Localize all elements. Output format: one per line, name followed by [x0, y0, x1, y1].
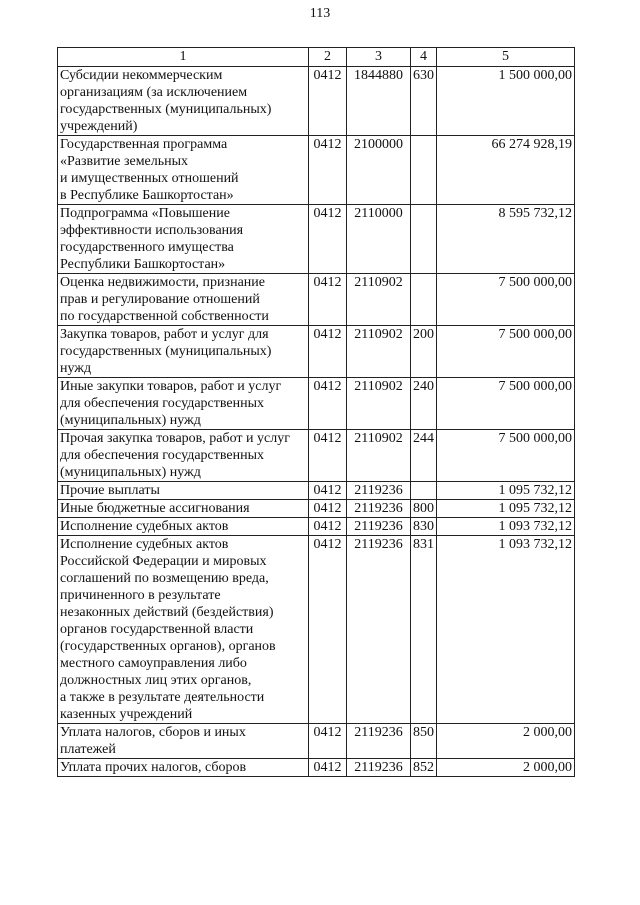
row-name: Исполнение судебных актов Российской Федерации и мировых соглашений по возмещению вреда, причиненного в результате незаконных действий (бездействия) органов государственной власти (государственных органов), органов местного самоуправления либо должностных лиц этих органов, а также в результате деятельности казенных учреждений: [58, 536, 309, 724]
budget-table: [57, 47, 575, 777]
header-row: [58, 48, 575, 67]
table-row: [58, 136, 575, 205]
row-target: 2119236: [347, 724, 411, 759]
row-target: 2110902: [347, 274, 411, 326]
row-expense-type: 830: [411, 518, 437, 536]
row-expense-type: [411, 136, 437, 205]
row-target: 1844880: [347, 67, 411, 136]
row-section: 0412: [309, 724, 347, 759]
row-section: 0412: [309, 759, 347, 777]
row-expense-type: [411, 274, 437, 326]
row-amount: 2 000,00: [437, 759, 575, 777]
row-name: Субсидии некоммерческим организациям (за исключением государственных (муниципальных) учреждений): [58, 67, 309, 136]
table-row: [58, 518, 575, 536]
row-expense-type: 200: [411, 326, 437, 378]
row-section: 0412: [309, 205, 347, 274]
row-amount: 7 500 000,00: [437, 378, 575, 430]
row-amount: 2 000,00: [437, 724, 575, 759]
row-amount: 7 500 000,00: [437, 430, 575, 482]
row-expense-type: [411, 482, 437, 500]
table-row: [58, 378, 575, 430]
row-section: 0412: [309, 274, 347, 326]
table-row: [58, 430, 575, 482]
row-amount: 1 093 732,12: [437, 536, 575, 724]
row-expense-type: 852: [411, 759, 437, 777]
table-row: [58, 536, 575, 724]
row-name: Подпрограмма «Повышение эффективности использования государственного имущества Республики Башкортостан»: [58, 205, 309, 274]
row-section: 0412: [309, 536, 347, 724]
row-name: Государственная программа «Развитие земельных и имущественных отношений в Республике Башкортостан»: [58, 136, 309, 205]
row-name: Оценка недвижимости, признание прав и регулирование отношений по государственной собственности: [58, 274, 309, 326]
row-section: 0412: [309, 518, 347, 536]
row-expense-type: 630: [411, 67, 437, 136]
table-row: [58, 67, 575, 136]
row-target: 2100000: [347, 136, 411, 205]
column-header-section: 2: [309, 48, 347, 67]
column-header-amount: 5: [437, 48, 575, 67]
row-target: 2110000: [347, 205, 411, 274]
row-section: 0412: [309, 378, 347, 430]
column-header-name: 1: [58, 48, 309, 67]
table-row: [58, 482, 575, 500]
column-header-target: 3: [347, 48, 411, 67]
row-amount: 7 500 000,00: [437, 326, 575, 378]
row-amount: 1 095 732,12: [437, 500, 575, 518]
row-section: 0412: [309, 430, 347, 482]
row-name: Закупка товаров, работ и услуг для государственных (муниципальных) нужд: [58, 326, 309, 378]
row-target: 2110902: [347, 378, 411, 430]
row-section: 0412: [309, 500, 347, 518]
row-name: Уплата прочих налогов, сборов: [58, 759, 309, 777]
row-expense-type: 850: [411, 724, 437, 759]
table-row: [58, 759, 575, 777]
row-target: 2119236: [347, 500, 411, 518]
row-expense-type: 831: [411, 536, 437, 724]
row-amount: 8 595 732,12: [437, 205, 575, 274]
table-row: [58, 724, 575, 759]
row-amount: 7 500 000,00: [437, 274, 575, 326]
page-number: 113: [309, 6, 331, 21]
row-name: Иные бюджетные ассигнования: [58, 500, 309, 518]
row-section: 0412: [309, 67, 347, 136]
table-row: [58, 274, 575, 326]
row-amount: 1 095 732,12: [437, 482, 575, 500]
table-row: [58, 326, 575, 378]
row-section: 0412: [309, 136, 347, 205]
row-name: Уплата налогов, сборов и иных платежей: [58, 724, 309, 759]
row-amount: 1 500 000,00: [437, 67, 575, 136]
row-section: 0412: [309, 482, 347, 500]
row-amount: 66 274 928,19: [437, 136, 575, 205]
row-expense-type: 240: [411, 378, 437, 430]
row-expense-type: 800: [411, 500, 437, 518]
column-header-expense-type: 4: [411, 48, 437, 67]
row-name: Прочая закупка товаров, работ и услуг для обеспечения государственных (муниципальных) нужд: [58, 430, 309, 482]
row-target: 2119236: [347, 482, 411, 500]
row-target: 2119236: [347, 759, 411, 777]
row-name: Иные закупки товаров, работ и услуг для обеспечения государственных (муниципальных) нужд: [58, 378, 309, 430]
table-row: [58, 500, 575, 518]
table-row: [58, 205, 575, 274]
row-expense-type: [411, 205, 437, 274]
row-target: 2110902: [347, 326, 411, 378]
row-target: 2110902: [347, 430, 411, 482]
row-name: Прочие выплаты: [58, 482, 309, 500]
row-target: 2119236: [347, 518, 411, 536]
row-section: 0412: [309, 326, 347, 378]
row-amount: 1 093 732,12: [437, 518, 575, 536]
row-target: 2119236: [347, 536, 411, 724]
row-name: Исполнение судебных актов: [58, 518, 309, 536]
row-expense-type: 244: [411, 430, 437, 482]
